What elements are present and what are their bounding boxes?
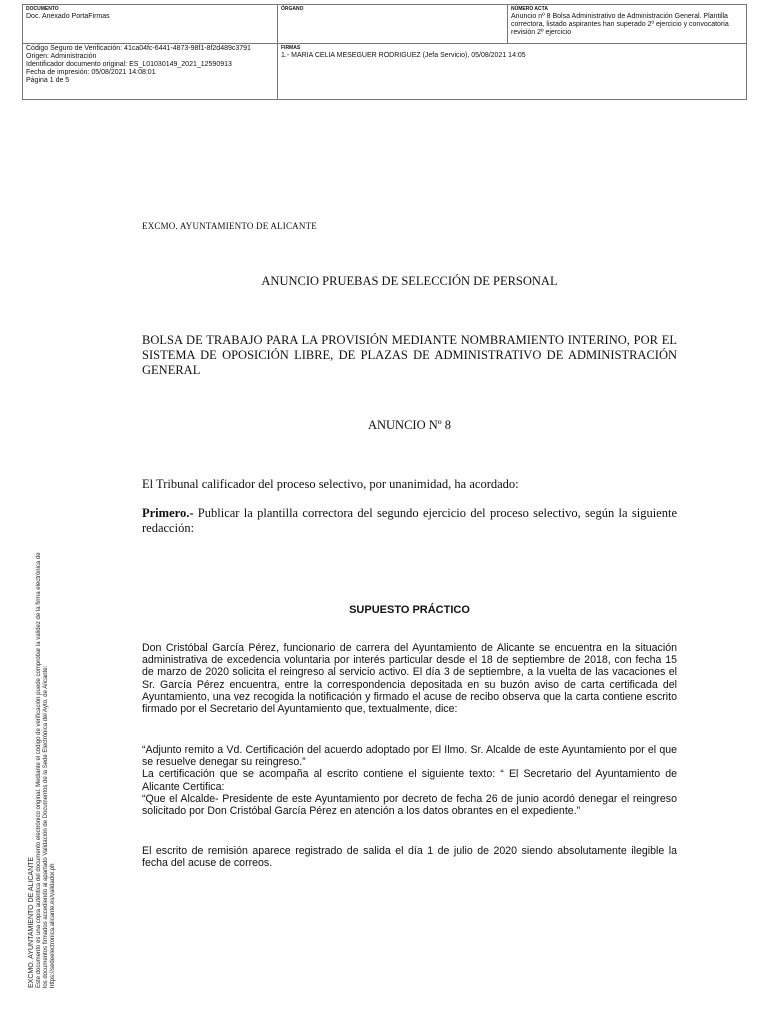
tribunal-statement: El Tribunal calificador del proceso selectivo, por unanimidad, ha acordado: xyxy=(142,477,519,491)
side-note-entity: EXCMO. AYUNTAMIENTO DE ALICANTE xyxy=(28,856,35,988)
numero-acta-cell xyxy=(507,5,746,43)
document-subtitle: BOLSA DE TRABAJO PARA LA PROVISIÓN MEDIANTE NOMBRAMIENTO INTERINO, POR EL SISTEMA DE OPOSICIÓN LIBRE, DE PLAZAS DE ADMINISTRATIVO DE ADMINISTRACIÓN GENERAL xyxy=(142,333,677,377)
organo-cell xyxy=(277,5,507,43)
primero-label: Primero.- xyxy=(142,506,194,520)
organo-label: ÓRGANO xyxy=(281,6,304,12)
case-paragraph-1: Don Cristóbal García Pérez, funcionario de carrera del Ayuntamiento de Alicante se encuentra en la situación administrativa de excedencia voluntaria por interés particular desde el 18 de septiembre de 2018, con fecha 15 de marzo de 2020 solicita el reingreso al servicio activo. El día 3 de septiembre, a la vuelta de las vacaciones el Sr. García Pérez encuentra, entre la correspondencia depositada en su buzón aviso de carta certificada del Ayuntamiento, una vez recogida la notificación y firmado el acuse de recibo observa que la carta contiene escrito firmado por el Secretario del Ayuntamiento que, textualmente, dice: xyxy=(142,642,677,716)
firmas-label: FIRMAS xyxy=(281,45,301,51)
documento-label: DOCUMENTO xyxy=(26,6,59,12)
document-header-table xyxy=(22,4,747,100)
original-document-id: Identificador documento original: ES_L01030149_2021_12590913 xyxy=(26,61,232,68)
documento-cell xyxy=(23,5,277,43)
case-title: SUPUESTO PRÁCTICO xyxy=(349,604,470,616)
side-verification-note xyxy=(28,548,57,988)
page-count: Página 1 de 5 xyxy=(26,77,70,84)
metadata-cell xyxy=(23,44,277,99)
certification-quote: “Que el Alcalde- Presidente de este Ayuntamiento por decreto de fecha 26 de junio acordó denegar el reingreso solicitado por Don Cristóbal García Pérez en atención a los datos obrantes en el expediente.” xyxy=(142,792,677,818)
firmas-value: 1.- MARIA CELIA MESEGUER RODRIGUEZ (Jefa Servicio), 05/08/2021 14:05 xyxy=(281,52,526,59)
header-row-bottom xyxy=(23,43,746,99)
numero-acta-label: NÚMERO ACTA xyxy=(511,6,548,12)
header-row-top xyxy=(23,5,746,43)
primero-text: Publicar la plantilla correctora del segundo ejercicio del proceso selectivo, según la siguiente redacción: xyxy=(142,506,677,535)
case-paragraph-3: El escrito de remisión aparece registrado de salida el día 1 de julio de 2020 siendo absolutamente ilegible la fecha del acuse de correos. xyxy=(142,845,677,870)
anuncio-number: ANUNCIO Nº 8 xyxy=(367,418,452,432)
verification-code: Código Seguro de Verificación: 41ca04fc-6441-4873-98f1-8f2d489c3791 xyxy=(26,45,251,52)
remittance-quote: “Adjunto remito a Vd. Certificación del acuerdo adoptado por El Ilmo. Sr. Alcalde de este Ayuntamiento por el que se resuelve denegar su reingreso.” xyxy=(142,744,677,769)
certification-intro: La certificación que se acompaña al escrito contiene el siguiente texto: “ El Secretario del Ayuntamiento de Alicante Certifica: xyxy=(142,768,677,793)
origin: Origen: Administración xyxy=(26,53,97,60)
numero-acta-value: Anuncio nº 8 Bolsa Administrativo de Administración General. Plantilla correctora, listado aspirantes han superado 2º ejercicio y convocatoria revisión 2º ejercicio xyxy=(511,13,729,36)
document-title: ANUNCIO PRUEBAS DE SELECCIÓN DE PERSONAL xyxy=(261,274,558,288)
print-date: Fecha de impresión: 05/08/2021 14:08:01 xyxy=(26,69,156,76)
case-paragraph-2 xyxy=(142,744,677,817)
primero-paragraph xyxy=(142,506,677,536)
firmas-cell xyxy=(277,44,746,99)
documento-value: Doc. Anexado PortaFirmas xyxy=(26,13,110,20)
side-note-text: Este documento es una copia auténtica del documento electrónico original. Mediante el código de verificación puede comprobar la validez de la firma electrónica de los documentos firmados accediendo al apartado Validación de Documentos de la Sede Electrónica del Ayto. de Alicante: https://sedeelectronica.alicante.es/validador.ph xyxy=(36,552,56,988)
entity-name: EXCMO. AYUNTAMIENTO DE ALICANTE xyxy=(142,221,317,231)
